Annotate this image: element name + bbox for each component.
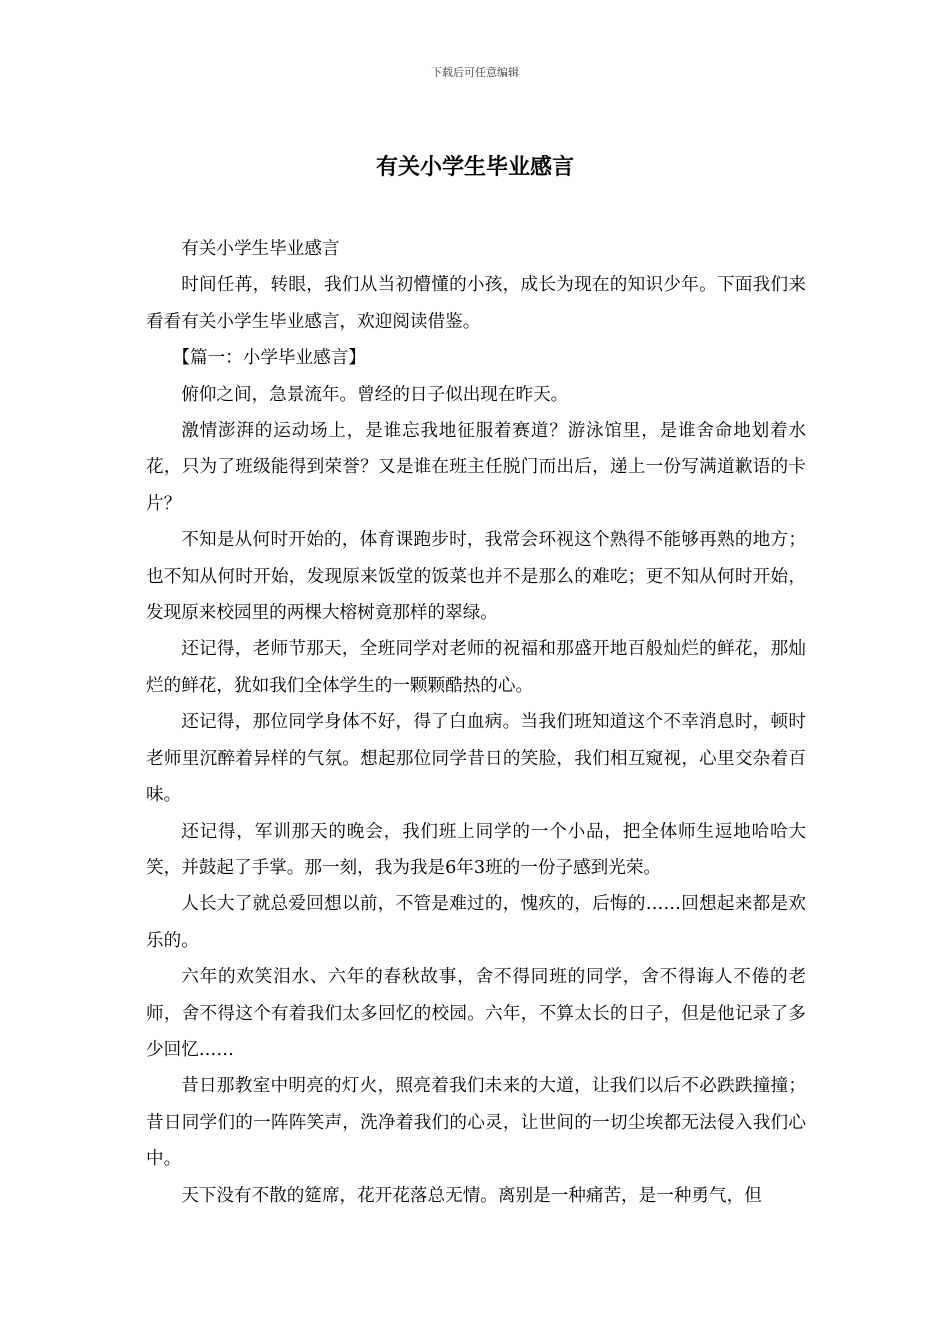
paragraph: 激情澎湃的运动场上，是谁忘我地征服着赛道？游泳馆里，是谁舍命地划着水花，只为了班级能得到荣誉？又是谁在班主任脱门而出后，递上一份写满道歉语的卡片？ xyxy=(146,421,806,514)
paragraph: 还记得，老师节那天，全班同学对老师的祝福和那盛开地百般灿烂的鲜花，那灿烂的鲜花，犹如我们全体学生的一颗颗酷热的心。 xyxy=(146,639,806,696)
paragraph: 不知是从何时开始的，体育课跑步时，我常会环视这个熟得不能够再熟的地方；也不知从何时开始，发现原来饭堂的饭菜也并不是那么的难吃；更不知从何时开始，发现原来校园里的两棵大榕树竟那样的翠绿。 xyxy=(146,530,806,624)
section-heading: 【篇一：小学毕业感言】 xyxy=(172,348,366,369)
paragraph: 还记得，军训那天的晚会，我们班上同学的一个小品，把全体师生逗地哈哈大笑，并鼓起了手掌。那一刻，我为我是6年3班的一份子感到光荣。 xyxy=(146,821,806,878)
paragraph: 有关小学生毕业感言 xyxy=(181,239,340,259)
document-body xyxy=(146,231,806,1214)
paragraph: 六年的欢笑泪水、六年的春秋故事，舍不得同班的同学，舍不得诲人不倦的老师，舍不得这个有着我们太多回忆的校园。六年，不算太长的日子，但是他记录了多少回忆…… xyxy=(146,967,806,1060)
paragraph: 昔日那教室中明亮的灯火，照亮着我们未来的大道，让我们以后不必跌跌撞撞；昔日同学们的一阵阵笑声，洗净着我们的心灵，让世间的一切尘埃都无法侵入我们心中。 xyxy=(146,1076,806,1170)
header-note: 下载后可任意编辑 xyxy=(431,66,519,79)
paragraph: 还记得，那位同学身体不好，得了白血病。当我们班知道这个不幸消息时，顿时老师里沉醉着异样的气氛。想起那位同学昔日的笑脸，我们相互窥视，心里交杂着百味。 xyxy=(146,712,806,806)
paragraph: 时间任苒，转眼，我们从当初懵懂的小孩，成长为现在的知识少年。下面我们来看看有关小学生毕业感言，欢迎阅读借鉴。 xyxy=(146,275,806,332)
document-title: 有关小学生毕业感言 xyxy=(375,155,574,180)
paragraph: 天下没有不散的筵席，花开花落总无情。离别是一种痛苦，是一种勇气，但 xyxy=(181,1185,762,1206)
paragraph: 人长大了就总爱回想以前，不管是难过的，愧疚的，后悔的……回想起来都是欢乐的。 xyxy=(146,894,806,951)
paragraph: 俯仰之间，急景流年。曾经的日子似出现在昨天。 xyxy=(181,384,569,405)
